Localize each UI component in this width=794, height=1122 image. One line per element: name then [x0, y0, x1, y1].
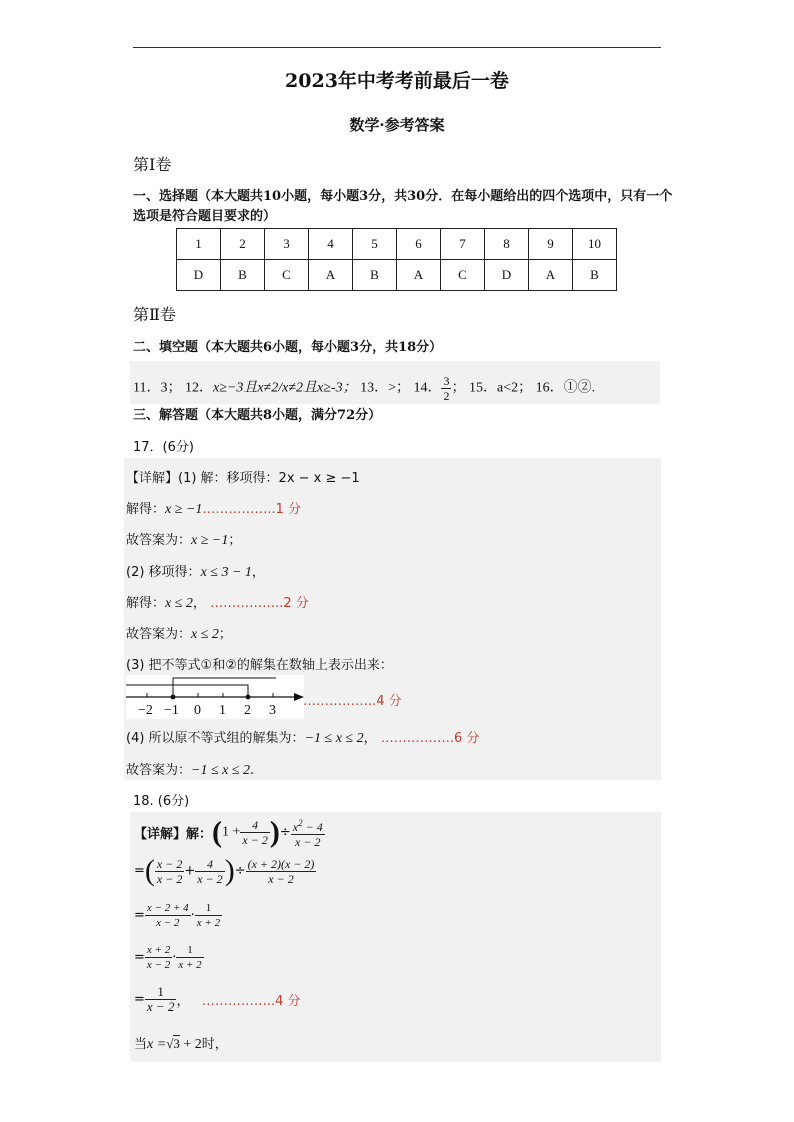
fraction-denominator: 2 — [443, 389, 450, 403]
fraction-denominator: x + 2 — [178, 959, 202, 971]
fraction-numerator: (x + 2)(x − 2) — [247, 856, 315, 871]
q17-line-4 — [126, 561, 265, 581]
punct: ， — [363, 731, 377, 746]
score-mark: ……………..2 分 — [210, 596, 309, 611]
q17-line-2 — [126, 498, 301, 518]
punct: ； — [228, 533, 242, 548]
q17-header: 17．(6分) — [133, 440, 194, 455]
label: 当 — [134, 1037, 148, 1052]
fraction-numerator: x − 2 — [156, 856, 183, 871]
table-cell: 5 — [353, 229, 397, 260]
q17-line-9 — [126, 759, 254, 779]
fraction-denominator: x − 2 — [156, 871, 183, 886]
fill-answers-line — [133, 374, 595, 403]
table-cell: A — [397, 260, 441, 291]
table-cell: 4 — [309, 229, 353, 260]
label: 故答案为： — [126, 763, 192, 778]
answer-16: 16．①②. — [535, 380, 596, 396]
table-cell: 6 — [397, 229, 441, 260]
number-line-figure — [126, 675, 304, 719]
math-expr: −1 ≤ x ≤ 2 — [304, 731, 364, 746]
table-row-numbers — [177, 229, 617, 260]
solution-bracket-2 — [126, 685, 248, 697]
label: 解得： — [126, 596, 166, 611]
exponent: 2 — [298, 818, 303, 828]
fraction-numerator: 4 — [240, 818, 269, 833]
table-cell: B — [221, 260, 265, 291]
table-cell: A — [529, 260, 573, 291]
fraction-numerator: 3 — [443, 374, 450, 388]
section-3-heading: 三、解答题（本大题共8小题，满分72分） — [133, 408, 382, 423]
volume-1-heading: 第Ⅰ卷 — [133, 155, 172, 174]
score-mark: ……………..4 分 — [201, 994, 301, 1009]
fraction — [145, 901, 191, 930]
table-cell: C — [265, 260, 309, 291]
table-cell: 9 — [529, 229, 573, 260]
score-mark: ……………..6 分 — [380, 731, 480, 746]
paren: ) — [269, 815, 280, 849]
label: 故答案为： — [126, 533, 192, 548]
punct: . — [250, 763, 255, 778]
top-rule — [133, 47, 661, 48]
math-expr: x ≥ −1 — [191, 533, 229, 548]
page-subtitle: 数学·参考答案 — [349, 116, 445, 134]
dot-sign: · — [172, 950, 177, 965]
q18-solution-block — [130, 812, 661, 1062]
solution-bracket-1 — [173, 678, 276, 697]
dot-sign: · — [190, 908, 195, 923]
fraction-denominator: x − 2 — [295, 835, 321, 849]
fraction-denominator: x − 2 — [268, 871, 294, 886]
fraction — [246, 857, 317, 886]
q18-step-4 — [134, 943, 204, 972]
math-term: + 2 — [179, 1037, 202, 1052]
q17-line-3 — [126, 529, 241, 549]
fraction — [145, 985, 177, 1014]
table-cell: 3 — [265, 229, 309, 260]
table-cell: 8 — [485, 229, 529, 260]
equals-sign: = — [134, 863, 145, 879]
q18-step-2 — [134, 856, 316, 886]
divide-sign: ÷ — [234, 863, 246, 879]
table-cell: C — [441, 260, 485, 291]
fraction — [291, 816, 325, 849]
punct: ， — [176, 994, 190, 1009]
answer-14-fraction — [441, 374, 451, 403]
math-expr: x ≤ 2 — [165, 596, 193, 611]
answer-15: 15．a<2； — [468, 380, 533, 396]
paren: ) — [224, 854, 235, 887]
math-expr: x = — [147, 1037, 167, 1052]
label: 故答案为： — [126, 627, 192, 642]
math-expr: x ≤ 2 — [191, 627, 219, 642]
answer-table — [176, 228, 617, 291]
answer-12-label: 12． — [184, 380, 213, 396]
fraction-denominator: x − 2 — [146, 999, 175, 1014]
volume-2-heading: 第Ⅱ卷 — [133, 305, 176, 324]
punct: ， — [251, 565, 265, 580]
fraction-denominator: x − 2 — [156, 917, 180, 929]
fraction — [240, 818, 269, 847]
fraction — [195, 857, 224, 886]
answer-13: 13．>； — [360, 380, 410, 396]
table-row-answers — [177, 260, 617, 291]
label: 解得： — [126, 502, 166, 517]
axis-tick-label: 0 — [194, 703, 201, 718]
table-cell: B — [353, 260, 397, 291]
q17-line-7: (3) 把不等式①和②的解集在数轴上表示出来： — [126, 658, 393, 673]
math-term: 1 + — [222, 824, 241, 840]
q17-line-1: 【详解】(1) 解：移项得：2x − x ≥ −1 — [126, 471, 360, 486]
fraction-denominator: x − 2 — [146, 959, 171, 971]
table-cell: 1 — [177, 229, 221, 260]
axis-tick-label: −2 — [138, 703, 153, 718]
fraction-numerator: 4 — [195, 857, 224, 872]
fraction-numerator: 1 — [176, 943, 203, 958]
math-expr: x ≥ −1 — [165, 502, 203, 517]
label: 时， — [201, 1037, 228, 1052]
answer-14-label: 14． — [413, 380, 442, 396]
axis-tick-label: 3 — [269, 703, 276, 718]
q18-header: 18. (6分) — [133, 794, 190, 809]
solution-label: 【详解】解： — [134, 827, 213, 842]
table-cell: 10 — [573, 229, 617, 260]
table-cell: 7 — [441, 229, 485, 260]
fraction-denominator: x − 2 — [197, 871, 223, 886]
paren: ( — [144, 854, 155, 887]
axis-tick-label: 2 — [244, 703, 251, 718]
table-cell: A — [309, 260, 353, 291]
equals-sign: = — [134, 950, 145, 965]
table-cell: D — [485, 260, 529, 291]
divide-sign: ÷ — [279, 825, 291, 840]
math-var: x — [292, 820, 299, 834]
q17-line-5 — [126, 592, 309, 612]
equals-sign: = — [134, 992, 145, 1007]
axis-tick-label: −1 — [164, 703, 179, 718]
q17-line-8 — [126, 727, 479, 747]
fraction-numerator — [291, 816, 325, 835]
answer-12-expr: x≥−3且x≠2/x≠2且x≥-3； — [212, 380, 357, 396]
q17-line-6 — [126, 623, 232, 643]
table-cell: B — [573, 260, 617, 291]
fraction — [145, 943, 172, 972]
table-cell: D — [177, 260, 221, 291]
q18-step-3 — [134, 901, 222, 930]
closed-point — [171, 695, 176, 700]
fraction-numerator: 1 — [145, 985, 177, 1000]
answer-14-sep: ； — [451, 380, 466, 396]
score-mark: ……………..1 分 — [202, 502, 302, 517]
q18-step-6 — [134, 1033, 228, 1053]
math-expr: −1 ≤ x ≤ 2 — [191, 763, 251, 778]
punct: ； — [218, 627, 232, 642]
plus-sign: + — [184, 863, 196, 879]
math-expr: x ≤ 3 − 1 — [200, 565, 252, 580]
fraction — [195, 901, 222, 930]
fraction — [155, 857, 184, 886]
sqrt-expr: √3 — [166, 1036, 180, 1051]
fraction-denominator: x + 2 — [196, 917, 221, 929]
equals-sign: = — [134, 908, 145, 923]
fraction-numerator: 1 — [195, 901, 222, 916]
page-title: 2023年中考考前最后一卷 — [285, 70, 509, 92]
q18-step-5 — [134, 985, 301, 1014]
q18-step-1 — [134, 816, 325, 849]
section-1-heading: 一、选择题（本大题共10小题，每小题3分，共30分．在每小题给出的四个选项中，只有一个选项是符合题目要求的） — [133, 189, 673, 224]
fraction — [176, 943, 203, 972]
section-2-heading: 二、填空题（本大题共6小题，每小题3分，共18分） — [133, 340, 443, 355]
label: (4) 所以原不等式组的解集为： — [126, 731, 305, 746]
fraction-numerator: x + 2 — [146, 944, 171, 956]
punct: ， — [192, 596, 206, 611]
closed-point — [246, 695, 251, 700]
paren: ( — [212, 815, 223, 849]
fraction-denominator: x − 2 — [242, 833, 268, 847]
math-term: − 4 — [302, 820, 323, 834]
table-cell: 2 — [221, 229, 265, 260]
label: (2) 移项得： — [126, 565, 201, 580]
axis-tick-label: 1 — [219, 703, 226, 718]
fraction-numerator: x − 2 + 4 — [146, 902, 189, 914]
answer-11: 11．3； — [133, 380, 182, 396]
sqrt-radicand: 3 — [173, 1036, 180, 1051]
axis-score-mark: ……………..4 分 — [303, 694, 402, 709]
